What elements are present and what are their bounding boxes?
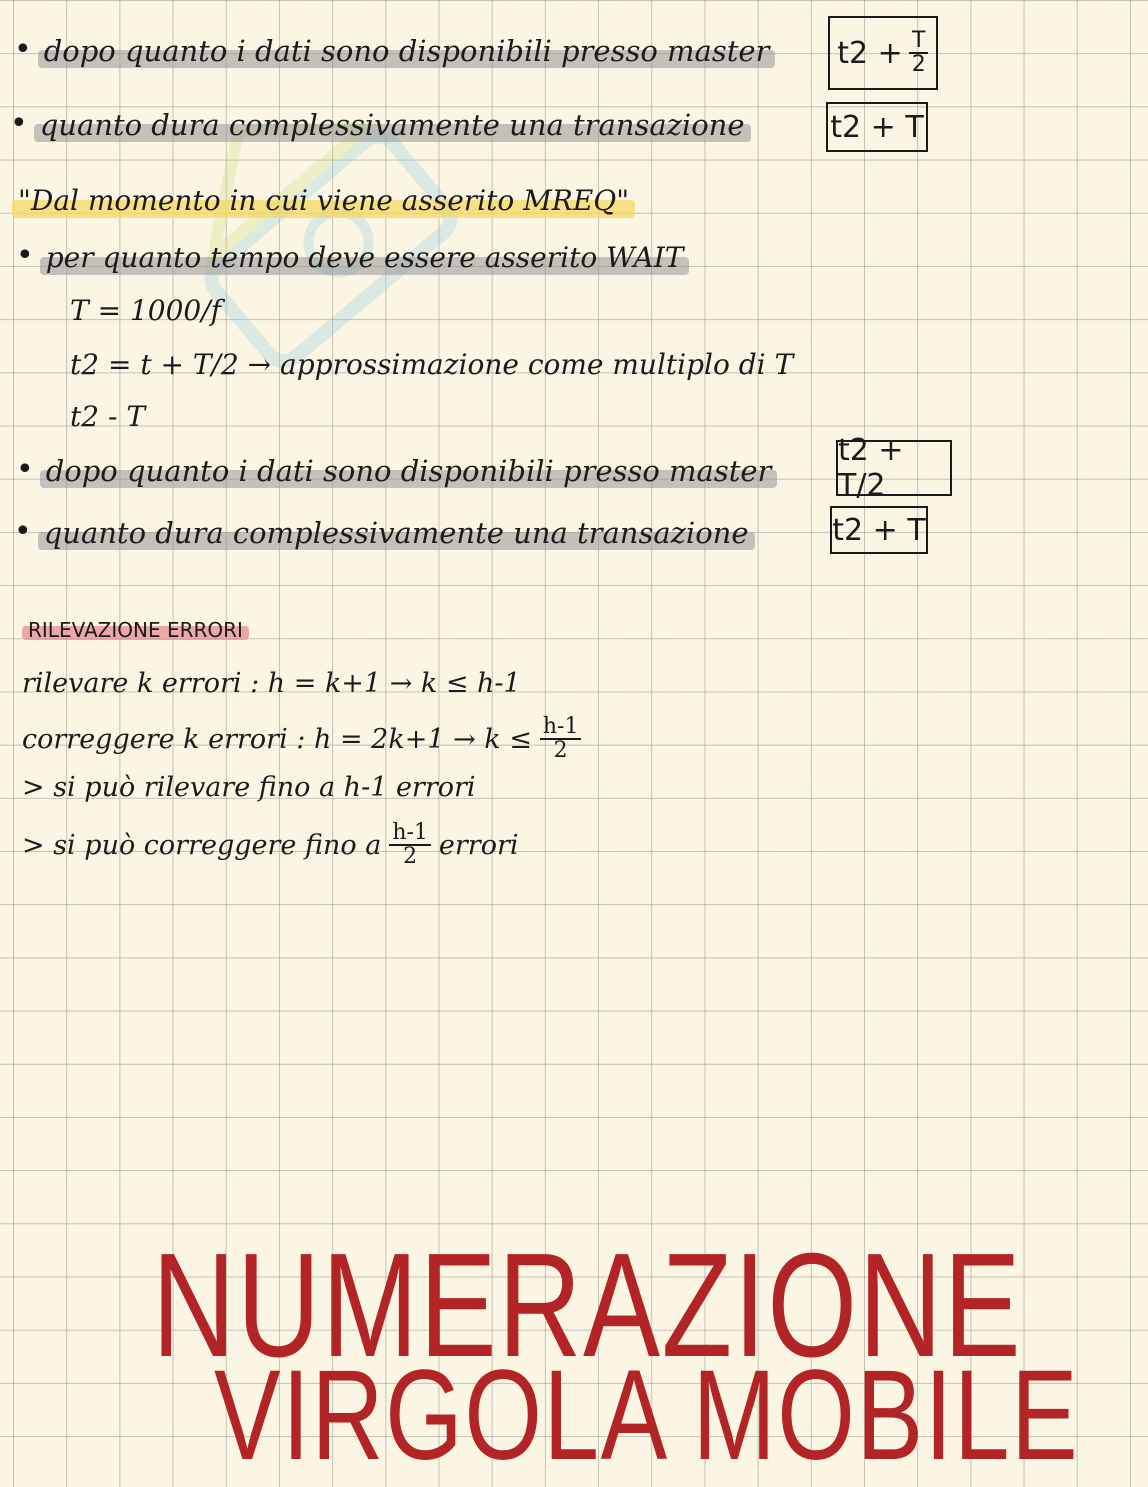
correct-conclusion <box>22 822 519 868</box>
box-lead: t2 + T <box>830 109 924 145</box>
answer-box-4 <box>830 506 928 554</box>
bullet-dot: • <box>14 514 32 549</box>
fraction-denominator: 2 <box>403 844 418 869</box>
fraction <box>909 30 929 76</box>
fraction-numerator: h-1 <box>540 716 582 740</box>
bullet-item-4 <box>14 514 749 550</box>
correct-formula <box>22 716 581 762</box>
wait-question <box>16 238 683 274</box>
fraction <box>389 822 431 868</box>
item-text: dopo quanto i dati sono disponibili presso master <box>43 34 770 68</box>
item-text: quanto dura complessivamente una transazione <box>39 108 745 142</box>
detect-conclusion: > si può rilevare fino a h-1 errori <box>22 772 476 803</box>
box-lead: t2 + T/2 <box>838 433 904 503</box>
answer-box-2 <box>826 102 928 152</box>
fraction <box>540 716 582 762</box>
fraction-denominator: 2 <box>911 52 926 77</box>
fraction-numerator: h-1 <box>389 822 431 846</box>
answer-box-1 <box>828 16 938 90</box>
fraction-denominator: 2 <box>553 738 568 763</box>
fraction-numerator: T <box>909 30 928 54</box>
bullet-item-1 <box>14 32 769 68</box>
formula-t2-minus-t: t2 - T <box>70 400 146 433</box>
bullet-item-3 <box>16 452 771 488</box>
section-title-line2: VIRGOLA MOBILE <box>214 1344 1080 1487</box>
section-title-line1: NUMERAZIONE <box>152 1223 1023 1388</box>
item-text: dopo quanto i dati sono disponibili presso master <box>45 454 772 488</box>
correct-formula-lead: correggere k errori : h = 2k+1 → k ≤ <box>22 723 532 755</box>
errors-heading-text: RILEVAZIONE ERRORI <box>28 618 243 642</box>
item-text: quanto dura complessivamente una transazione <box>43 516 749 550</box>
correct-conclusion-lead: > si può correggere fino a <box>22 829 382 861</box>
correct-conclusion-tail: errori <box>438 829 519 861</box>
detect-formula: rilevare k errori : h = k+1 → k ≤ h-1 <box>22 668 521 699</box>
bullet-dot: • <box>10 106 28 141</box>
bullet-dot: • <box>16 452 34 487</box>
item-text: per quanto tempo deve essere asserito WAIT <box>45 241 684 274</box>
bullet-item-2 <box>10 106 745 142</box>
bullet-dot: • <box>14 32 32 67</box>
quote-line <box>18 184 629 217</box>
box-lead: t2 + <box>837 35 903 71</box>
formula-t2: t2 = t + T/2 → approssimazione come multiplo di T <box>70 348 794 381</box>
errors-heading <box>28 618 243 642</box>
quote-text: "Dal momento in cui viene asserito MREQ" <box>18 184 630 217</box>
formula-period: T = 1000/f <box>70 294 221 327</box>
bullet-dot: • <box>16 238 34 273</box>
answer-box-3 <box>836 433 952 503</box>
box-lead: t2 + T <box>832 512 926 548</box>
